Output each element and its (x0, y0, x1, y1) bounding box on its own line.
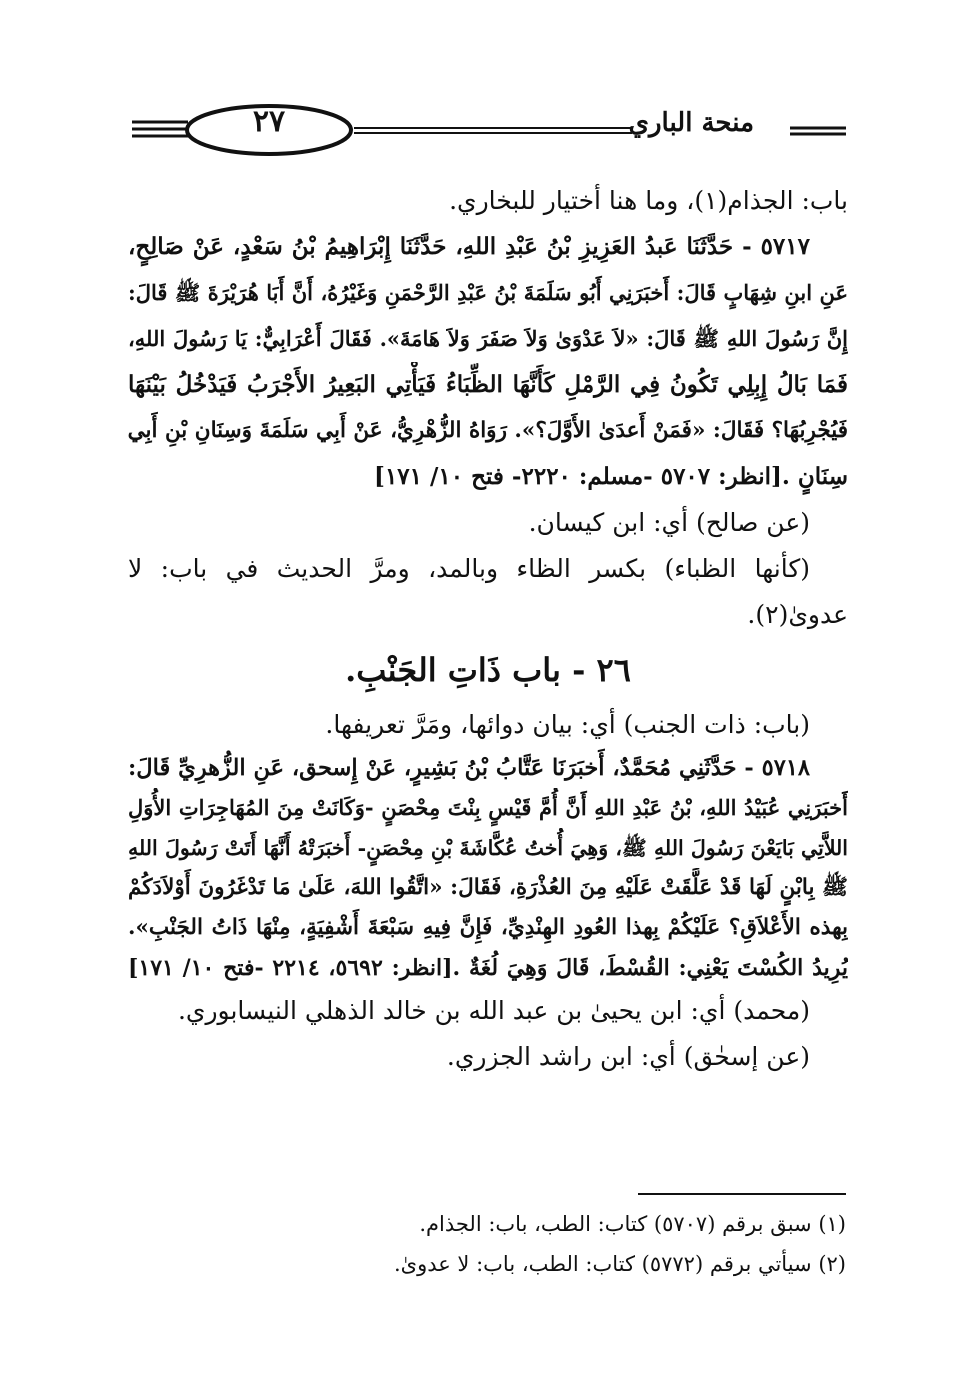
chapter-heading: ٢٦ - باب ذَاتِ الجَنْبِ. (345, 651, 631, 689)
text-line: باب: الجذام(١)، وما هنا أختيار للبخاري. (449, 186, 848, 215)
text-line: فَيُجْرِبُهَا؟ فَقَالَ: «فَمَنْ أَعدَىٰ الأَوَّلَ؟». رَوَاهُ الزُّهْرِيُّ، عَنْ أَبِي سَلَمَةَ وَسِنَانِ بْنِ أَبِي (128, 418, 848, 443)
book-title: منحة الباري (628, 108, 754, 138)
page-number: ٢٧ (252, 104, 286, 139)
text-line: ٥٧١٧ - حَدَّثَنَا عَبدُ العَزِيزِ بْنُ عَبْدِ اللهِ، حَدَّثَنَا إِبْرَاهِيمُ بْنُ سَعْدٍ، عَنْ صَالِحٍ، (128, 233, 810, 260)
text-line: عدوىٰ(٢). (747, 600, 848, 629)
text-line: ٥٧١٨ - حَدَّثَنِي مُحَمَّدٌ، أَخبَرَنَا عَتَّابُ بْنُ بَشِيرٍ، عَنْ إِسحق، عَنِ الزُّهرِيِّ قَالَ: (128, 755, 810, 781)
text-line: (عن صالح) أي: ابن كيسان. (528, 508, 810, 537)
text-line: أَخبَرَنِي عُبَيْدُ اللهِ، بْنُ عَبْدِ اللهِ أَنَّ أُمَّ قَيْسٍ بِنْتَ مِحْصَنٍ -وَكَانَتْ مِنَ المُهَاجِرَاتِ الأُوَلِ (128, 795, 848, 820)
text-line: (كأنها الظباء) بكسر الظاء وبالمد، ومرَّ الحديث في باب: لا (128, 554, 810, 583)
text-line: يُرِيدُ الكُسْتَ يَعْنِي: القُسْطَ، قَالَ وَهِيَ لُغَةٌ .[انظر: ٥٦٩٢، ٢٢١٤ -فتح ١٠/ ١٧١] (128, 955, 848, 981)
text-line: (عن إسحٰق) أي: ابن راشد الجزري. (446, 1042, 810, 1071)
text-line: (باب: ذات الجنب) أي: بيان دوائها، ومَرَّ تعريفها. (325, 710, 810, 739)
text-line: عَنِ ابنِ شِهَابٍ قَالَ: أَخبَرَنِي أَبُو سَلَمَةَ بْنُ عَبْدِ الرَّحْمَنِ وَغَيْرُهُ، أَنَّ أَبَا هُرَيْرَةَ ﷺ قَالَ: (128, 280, 848, 305)
text-line: إِنَّ رَسُولَ اللهِ ﷺ قَالَ: «لاَ عَدْوَىٰ وَلاَ صَفَرَ وَلاَ هَامَةَ». فَقَالَ أَعْرَابِيٌّ: يَا رَسُولَ اللهِ، (128, 326, 848, 351)
main-text (128, 178, 848, 1080)
running-header (132, 98, 846, 162)
text-line: فَمَا بَالُ إِبِلِي تَكُونُ فِي الرَّمْلِ كَأَنَّهَا الظِّبَاءُ فَيَأْتِي البَعِيرُ الأَجْرَبُ فَيَدْخُلُ بَيْنَهَا (128, 371, 848, 398)
text-line: ﷺ بِابْنٍ لَهَا قَدْ عَلَّقَتْ عَلَيْهِ مِنَ العُذْرَةِ، فَقَالَ: «اتَّقُوا اللهَ، عَلَىٰ مَا تَدْغَرُونَ أَوْلاَدَكُمْ (128, 875, 848, 900)
text-line: سِنَانٍ .[انظر: ٥٧٠٧ -مسلم: ٢٢٢٠- فتح ١٠/ ١٧١] (374, 463, 848, 490)
footnote-separator (638, 1193, 846, 1195)
text-line: اللاَّتِي بَايَعْنَ رَسُولَ اللهِ ﷺ، وَهِيَ أُختُ عُكَّاشَةَ بْنِ مِحْصَنٍ- أَخبَرَتْهُ أَنَّهَا أَتَتْ رَسُولَ اللهِ (128, 836, 848, 860)
text-line: بِهذه الأَعْلاَقِ؟ عَلَيْكُمْ بِهذا العُودِ الهِنْدِيِّ، فَإِنَّ فِيهِ سَبْعَةَ أَشْفِيَةٍ، مِنْهَا ذَاتُ الجَنْبِ». (128, 915, 848, 940)
footnote: (١) سبق برقم (٥٧٠٧) كتاب: الطب، باب: الجذام. (419, 1212, 846, 1236)
footnote: (٢) سيأتي برقم (٥٧٧٢) كتاب: الطب، باب: لا عدوىٰ. (393, 1252, 846, 1276)
footnotes (128, 1204, 846, 1284)
text-line: (محمد) أي: ابن يحيىٰ بن عبد الله بن خالد الذهلي النيسابوري. (177, 996, 810, 1025)
